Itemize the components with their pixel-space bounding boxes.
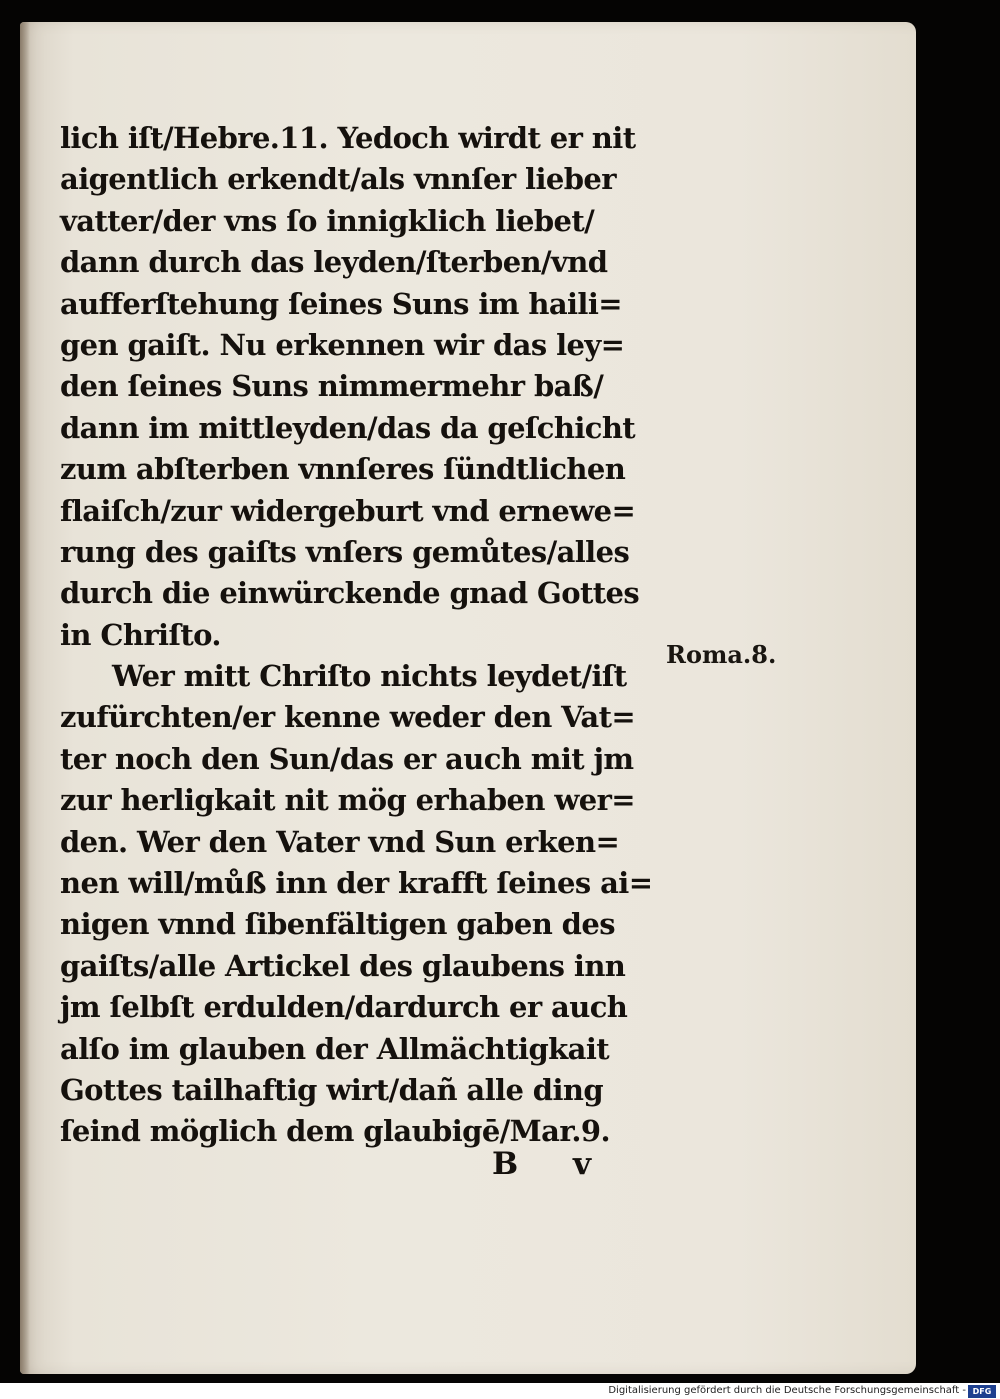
text-line: Gottes tailhaftig wirt/dañ alle ding	[60, 1072, 604, 1107]
dfg-logo: DFG	[968, 1385, 996, 1398]
funding-credit: Digitalisierung gefördert durch die Deutsche Forschungsgemeinschaft -	[608, 1385, 966, 1396]
text-line: dann durch das leyden/ſterben/vnd	[60, 245, 608, 280]
text-line: gaiſts/alle Artickel des glaubens inn	[60, 948, 626, 983]
marginal-note: Roma.8.	[666, 640, 777, 669]
body-text	[60, 118, 680, 1153]
signature-mark: B v	[492, 1146, 614, 1182]
text-line: lich iſt/Hebre.11. Yedoch wirdt er nit	[60, 121, 636, 155]
text-line: Wer mitt Chriſto nichts leydet/iſt	[112, 659, 627, 694]
text-line: durch die einwürckende gnad Gottes	[60, 576, 640, 611]
text-line: rung des gaiſts vnſers gemůtes/alles	[60, 534, 630, 569]
text-line: alſo im glauben der Allmächtigkait	[60, 1031, 610, 1066]
text-line: in Chriſto.	[60, 617, 221, 652]
page-gutter-shadow	[20, 22, 30, 1374]
text-line: nen will/můß inn der krafft ſeines ai=	[60, 866, 653, 901]
text-line: aufferſtehung ſeines Suns im haili=	[60, 286, 622, 321]
text-line: aigentlich erkendt/als vnnſer lieber	[60, 162, 616, 197]
text-line: ter noch den Sun/das er auch mit jm	[60, 741, 634, 776]
text-line: den. Wer den Vater vnd Sun erken=	[60, 824, 620, 859]
text-line: zum abſterben vnnſeres ſündtlichen	[60, 452, 626, 487]
text-line: gen gaiſt. Nu erkennen wir das ley=	[60, 327, 625, 362]
text-line: zur herligkait nit mög erhaben wer=	[60, 783, 635, 818]
text-line: nigen vnnd ſibenfältigen gaben des	[60, 907, 615, 942]
text-line: zufürchten/er kenne weder den Vat=	[60, 700, 636, 735]
text-line: jm ſelbſt erdulden/dardurch er auch	[60, 990, 628, 1025]
text-line: flaiſch/zur widergeburt vnd ernewe=	[60, 493, 636, 528]
text-line: den ſeines Suns nimmermehr baß/	[60, 369, 604, 404]
text-line: dann im mittleyden/das da geſchicht	[60, 410, 636, 445]
text-line: vatter/der vns ſo innigklich liebet/	[60, 203, 595, 238]
text-line: ſeind möglich dem glaubigē/Mar.9.	[60, 1114, 610, 1149]
